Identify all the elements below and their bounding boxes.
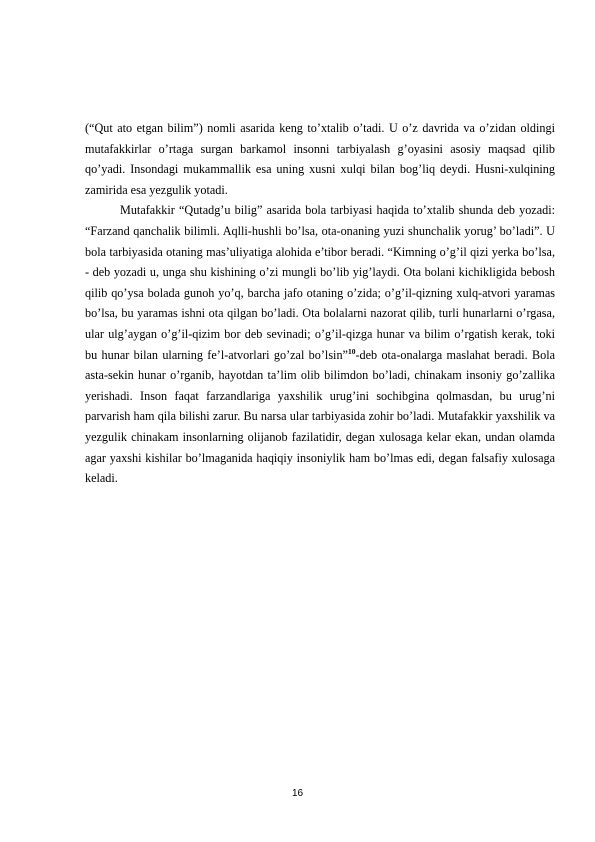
paragraph-2 — [85, 200, 555, 488]
footnote-reference[interactable]: 10 — [347, 346, 356, 356]
paragraph-2-text-start: Mutafakkir “Qutadg’u bilig” asarida bola tarbiyasi haqida to’xtalib shunda deb yozadi: “Farzand qanchalik bilimli. Aqlli-hushli bo’lsa, ota-onaning yuzi shunchalik yorug’ bo’ladi”. U bola tarbiyasida otaning mas’uliyatiga alohida e’tibor beradi. “Kimning o’g’il qizi yerka bo’lsa, - deb yozadi u, unga shu kishining o’zi mungli bo’lib yig’laydi. Ota bolani kichikligida bebosh qilib qo’ysa bolada gunoh yo’q, barcha jafo otaning o’zida; o’g’il-qizning xulq-atvori yaramas bo’lsa, bu yaramas ishni ota qilgan bo’ladi. Ota bolalarni nazorat qilib, turli hunarlarni o’rgasa, ular ulg’aygan o’g’il-qizim bor deb sevinadi; o’g’il-qizga hunar va bilim o’rgatish kerak, toki bu hunar bilan ularning fe’l-atvorlari go’zal bo’lsin” — [85, 203, 555, 362]
paragraph-1: (“Qut ato etgan bilim”) nomli asarida keng to’xtalib o’tadi. U o’z davrida va o’zidan oldingi mutafakkirlar o’rtaga surgan barkamol insonni tarbiyalash g’oyasini asosiy maqsad qilib qo’yadi. Insondagi mukammallik esa uning xusni xulqi bilan bog’liq deydi. Husni-xulqining zamirida esa yezgulik yotadi. — [85, 121, 555, 197]
page-number: 16 — [291, 788, 304, 799]
body-text — [85, 118, 555, 489]
paragraph-2-text-end: -deb ota-onalarga maslahat beradi. Bola asta-sekin hunar o’rganib, hayotdan ta’lim olib bilimdon bo’ladi, chinakam insoniy go’zallika yerishadi. Inson faqat farzandlariga yaxshilik urug’ini sochibgina qolmasdan, bu urug’ni parvarish ham qila bilishi zarur. Bu narsa ular tarbiyasida zohir bo’ladi. Mutafakkir yaxshilik va yezgulik chinakam insonlarning olijanob fazilatidir, degan xulosaga kelar ekan, undan olamda agar yaxshi kishilar bo’lmaganida haqiqiy insoniylik ham bo’lmas edi, degan falsafiy xulosaga keladi. — [85, 347, 555, 486]
